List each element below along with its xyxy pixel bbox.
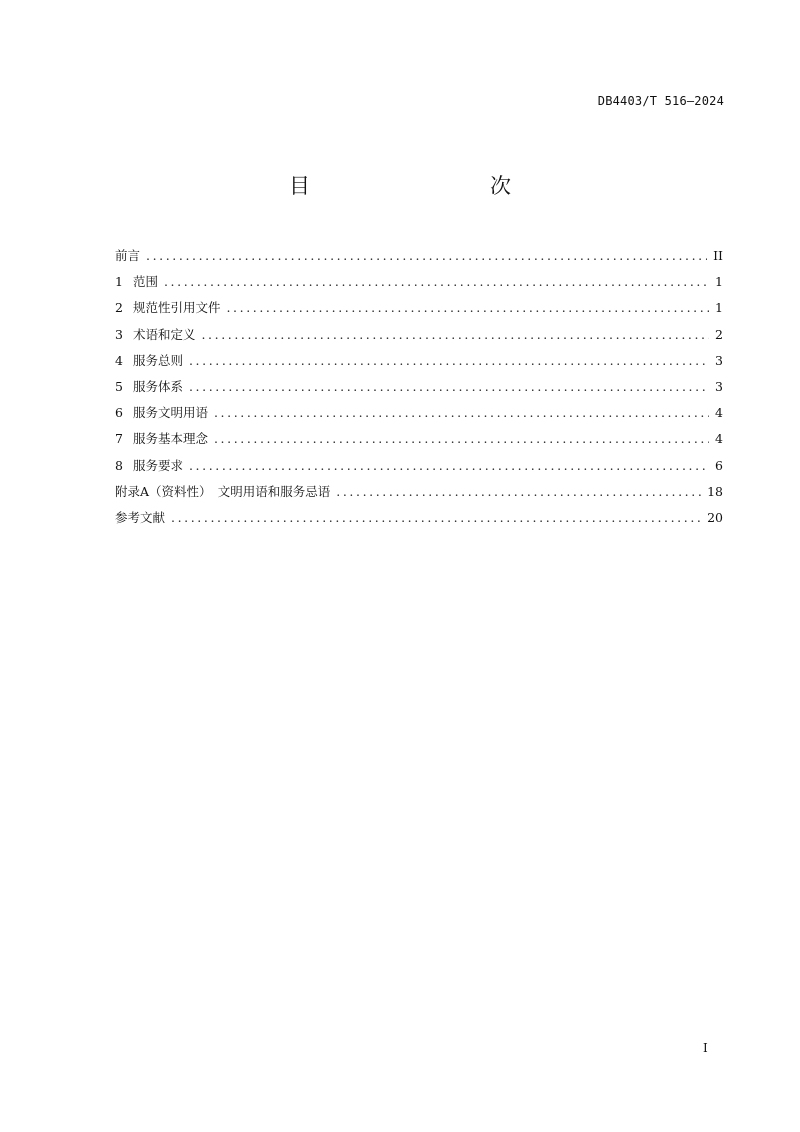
toc-entry-label: 服务体系 (132, 378, 183, 394)
toc-entry[interactable] (115, 377, 723, 403)
toc-entry-number: 8 (115, 457, 123, 473)
toc-entry[interactable] (115, 351, 723, 377)
dot-leader (336, 484, 701, 499)
toc-entry-label: 规范性引用文件 (132, 300, 221, 316)
toc-entry-label: 参考文献 (115, 509, 166, 525)
dot-leader (214, 405, 709, 420)
toc-entry-page: 4 (715, 431, 723, 447)
toc-entry[interactable] (115, 482, 723, 508)
toc-entry[interactable] (115, 246, 723, 272)
dot-leader (226, 300, 709, 315)
toc-entry[interactable] (115, 508, 723, 534)
toc-entry-label: 附录A（资料性） 文明用语和服务忌语 (115, 483, 331, 499)
dot-leader (189, 353, 709, 368)
toc-entry-page: 2 (715, 326, 723, 342)
dot-leader (164, 274, 709, 289)
page-number: I (703, 1041, 708, 1055)
toc-entry[interactable] (115, 272, 723, 298)
dot-leader (189, 379, 709, 394)
toc-entry-label: 服务总则 (132, 352, 183, 368)
toc-entry[interactable] (115, 429, 723, 455)
toc-entry-number: 6 (115, 405, 123, 421)
toc-entry-page: 1 (715, 300, 723, 316)
table-of-contents (115, 246, 723, 534)
dot-leader (189, 458, 709, 473)
toc-entry-page: 20 (707, 509, 723, 525)
toc-entry-label: 服务基本理念 (132, 431, 208, 447)
toc-entry-number: 1 (115, 274, 123, 290)
toc-entry-page: 18 (707, 483, 723, 499)
toc-entry[interactable] (115, 325, 723, 351)
toc-entry-page: II (713, 248, 723, 263)
toc-entry[interactable] (115, 456, 723, 482)
toc-entry-page: 4 (715, 405, 723, 421)
toc-title: 目 次 (289, 174, 557, 198)
toc-entry-number: 5 (115, 378, 123, 394)
toc-entry-page: 1 (715, 274, 723, 290)
dot-leader (146, 248, 707, 263)
toc-entry-page: 3 (715, 378, 723, 394)
toc-entry-label: 前言 (115, 248, 141, 263)
toc-entry-number: 7 (115, 431, 123, 447)
toc-entry-label: 范围 (132, 274, 158, 290)
toc-entry-number: 4 (115, 352, 123, 368)
dot-leader (214, 431, 709, 446)
dot-leader (201, 327, 709, 342)
toc-entry[interactable] (115, 298, 723, 324)
toc-entry-label: 术语和定义 (132, 326, 196, 342)
toc-entry[interactable] (115, 403, 723, 429)
toc-entry-label: 服务要求 (132, 457, 183, 473)
document-code: DB4403/T 516—2024 (597, 94, 724, 108)
toc-entry-page: 6 (715, 457, 723, 473)
dot-leader (171, 510, 701, 525)
toc-entry-page: 3 (715, 352, 723, 368)
toc-entry-number: 3 (115, 326, 123, 342)
toc-entry-number: 2 (115, 300, 123, 316)
toc-entry-label: 服务文明用语 (132, 405, 208, 421)
